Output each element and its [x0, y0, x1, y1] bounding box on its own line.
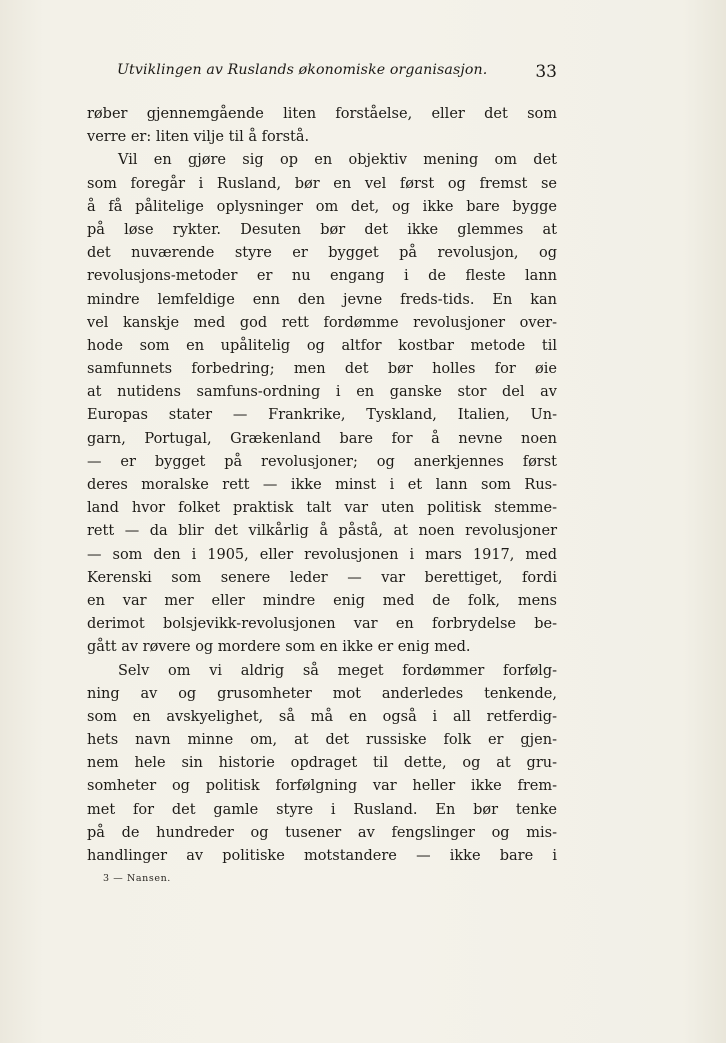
signature-mark: 3 — Nansen.: [103, 873, 171, 884]
text-line: somheter og politisk forfølgning var heller ikke frem-: [87, 778, 557, 795]
text-line: på løse rykter. Desuten bør det ikke glemmes at: [87, 221, 557, 238]
text-line: en var mer eller mindre enig med de folk, mens: [87, 592, 557, 609]
text-line: revolusjons-metoder er nu engang i de fleste lann: [87, 268, 557, 285]
text-line: ning av og grusomheter mot anderledes tenkende,: [87, 685, 557, 702]
text-line: som en avskyelighet, så må en også i all retferdig-: [87, 708, 557, 725]
text-line: røber gjennemgående liten forståelse, eller det som: [87, 106, 557, 122]
text-line: å få pålitelige oplysninger om det, og ikke bare bygge: [87, 198, 557, 215]
text-line: nem hele sin historie opdraget til dette, og at gru-: [87, 755, 557, 772]
text-line: garn, Portugal, Grækenland bare for å nevne noen: [87, 430, 557, 447]
running-header: [117, 60, 557, 86]
text-line: hode som en upålitelig og altfor kostbar metode til: [87, 337, 557, 354]
text-line: verre er: liten vilje til å forstå.: [87, 129, 310, 146]
text-line: samfunnets forbedring; men det bør holles for øie: [87, 361, 557, 378]
text-line: rett — da blir det vilkårlig å påstå, at noen revolusjoner: [87, 523, 557, 540]
text-line: på de hundreder og tusener av fengslinger og mis-: [87, 824, 557, 841]
text-line: at nutidens samfuns-ordning i en ganske stor del av: [87, 384, 557, 401]
text-line: derimot bolsjevikk-revolusjonen var en forbrydelse be-: [87, 616, 557, 633]
running-title: Utviklingen av Ruslands økonomiske organisasjon.: [117, 62, 488, 78]
text-line: mindre lemfeldige enn den jevne freds-tids. En kan: [87, 291, 557, 308]
text-line: handlinger av politiske motstandere — ikke bare i: [87, 848, 557, 864]
text-line: hets navn minne om, at det russiske folk er gjen-: [87, 732, 557, 749]
text-line: deres moralske rett — ikke minst i et lann som Rus-: [87, 477, 557, 493]
text-line: gått av røvere og mordere som en ikke er enig med.: [87, 639, 471, 656]
text-line: det nuværende styre er bygget på revolusjon, og: [87, 245, 557, 262]
text-line: Kerenski som senere leder — var berettiget, fordi: [87, 569, 557, 586]
text-line: Selv om vi aldrig så meget fordømmer forfølg-: [118, 662, 557, 679]
page-number: 33: [535, 62, 557, 82]
text-line: vel kanskje med god rett fordømme revolusjoner over-: [87, 314, 557, 331]
text-line: — som den i 1905, eller revolusjonen i mars 1917, med: [87, 546, 557, 563]
text-line: Europas stater — Frankrike, Tyskland, Italien, Un-: [87, 407, 557, 424]
text-line: Vil en gjøre sig op en objektiv mening om det: [118, 152, 557, 169]
text-line: — er bygget på revolusjoner; og anerkjennes først: [87, 453, 557, 470]
text-line: som foregår i Rusland, bør en vel først og fremst se: [87, 175, 557, 192]
body-text: [87, 103, 557, 868]
text-line: land hvor folket praktisk talt var uten politisk stemme-: [87, 500, 557, 517]
text-line: met for det gamle styre i Rusland. En bør tenke: [87, 801, 557, 818]
